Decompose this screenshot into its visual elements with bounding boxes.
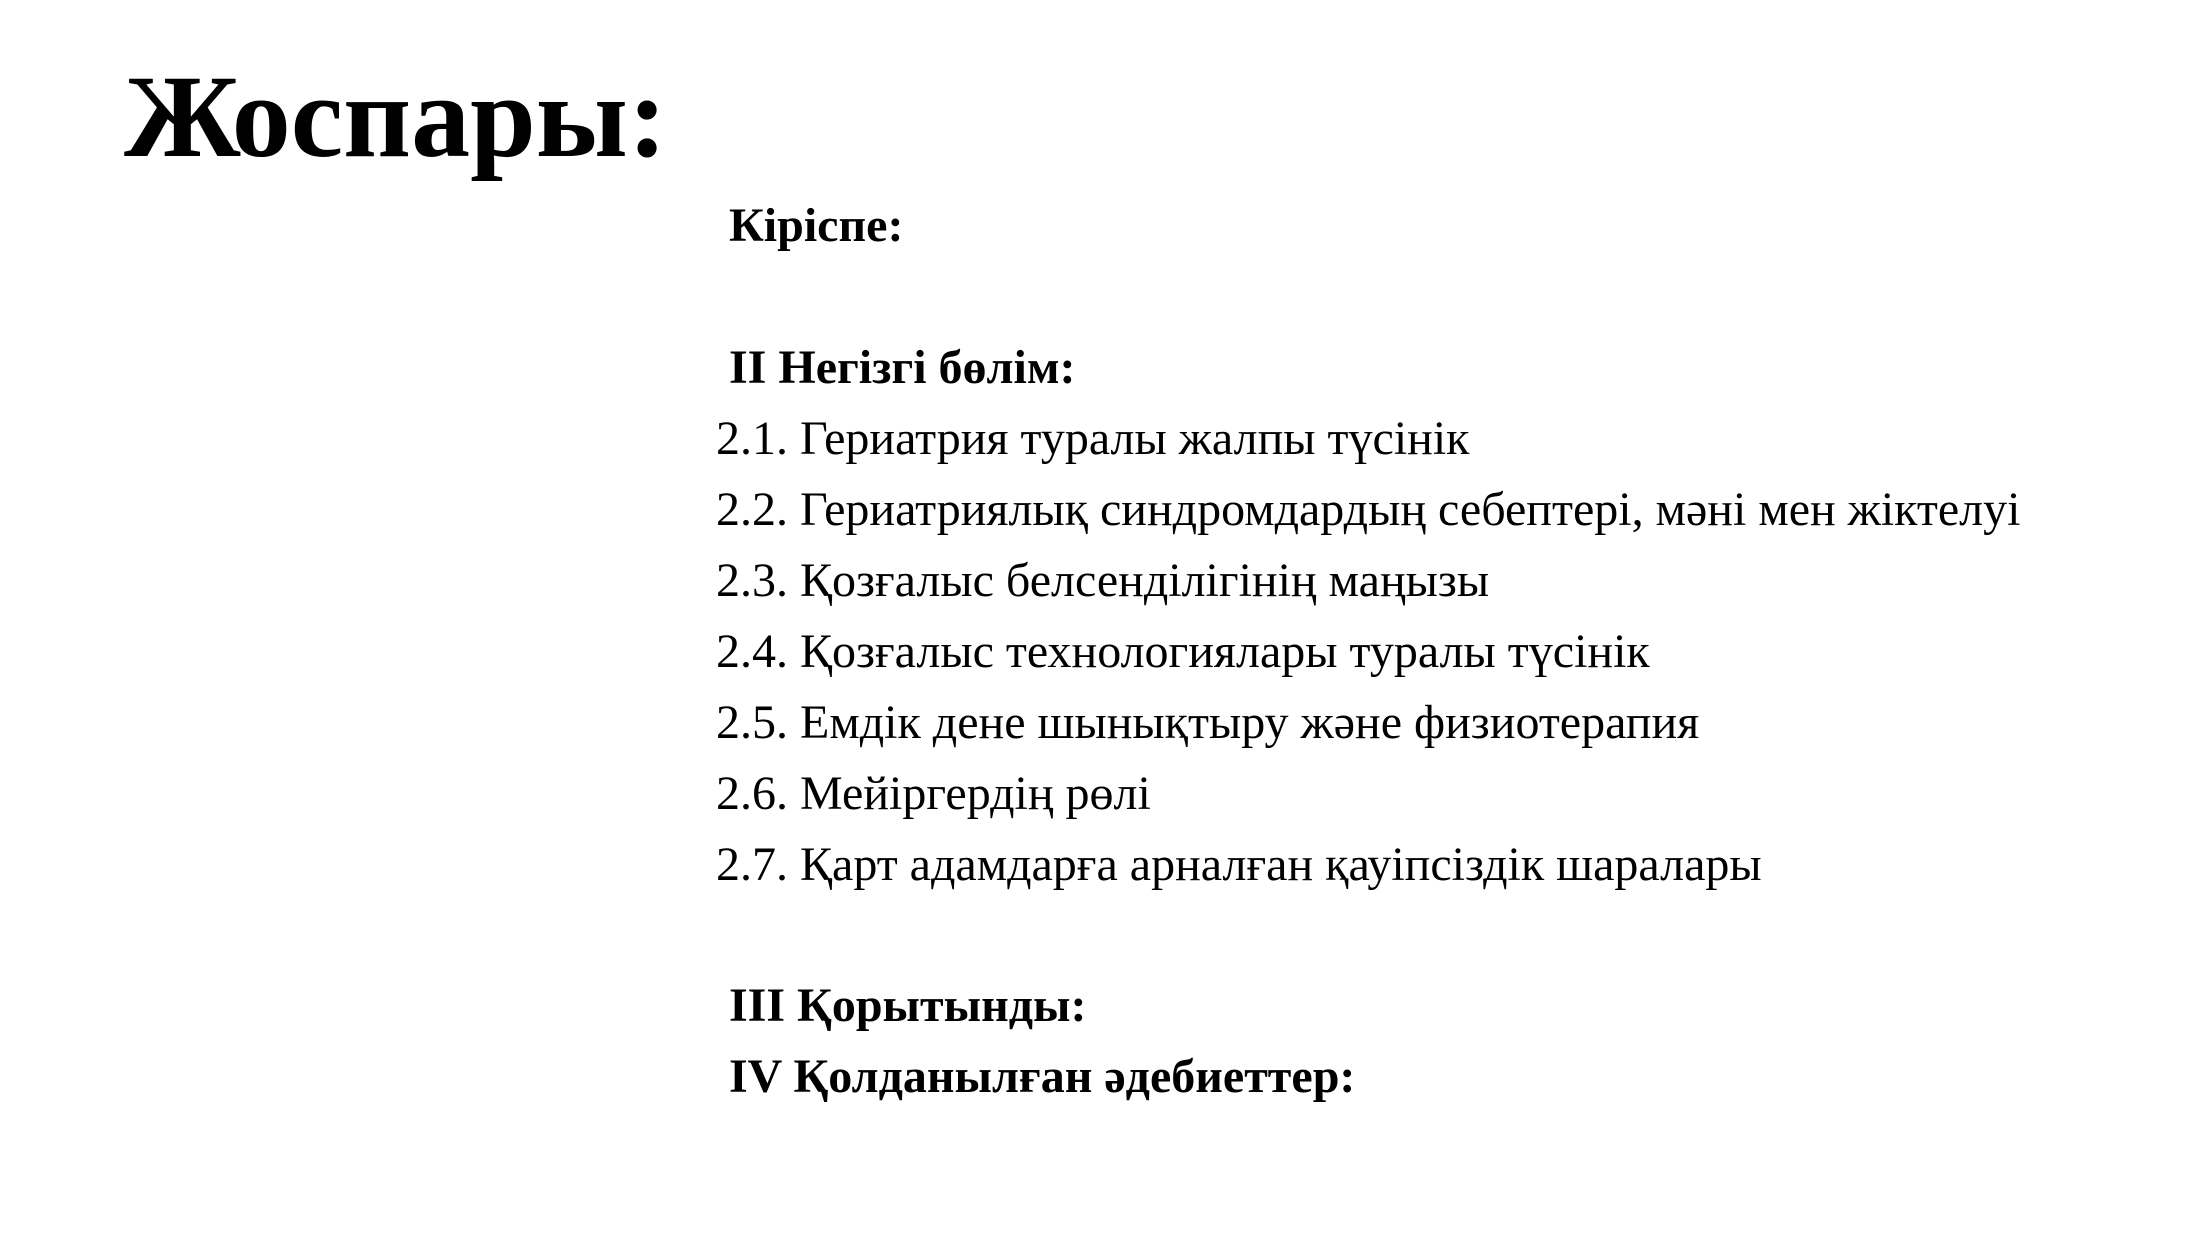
slide-title: Жоспары: [124,51,668,182]
plan-item: 2.7. Қарт адамдарға арналған қауіпсіздік шаралары [716,838,1762,891]
conclusion-heading: III Қорытынды: [729,979,1087,1032]
plan-item: 2.6. Мейіргердің рөлі [716,767,1151,820]
plan-item: 2.2. Гериатриялық синдромдардың себептері, мәні мен жіктелуі [716,483,2021,536]
plan-item: 2.5. Емдік дене шынықтыру және физиотерапия [716,696,1700,749]
references-heading: IV Қолданылған әдебиеттер: [729,1050,1356,1103]
plan-item: 2.1. Гериатрия туралы жалпы түсінік [716,412,1470,465]
plan-item: 2.4. Қозғалыс технологиялары туралы түсінік [716,625,1650,678]
main-part-heading: II Негізгі бөлім: [729,341,1076,394]
plan-item: 2.3. Қозғалыс белсенділігінің маңызы [716,554,1490,607]
introduction-heading: Кіріспе: [729,199,904,252]
